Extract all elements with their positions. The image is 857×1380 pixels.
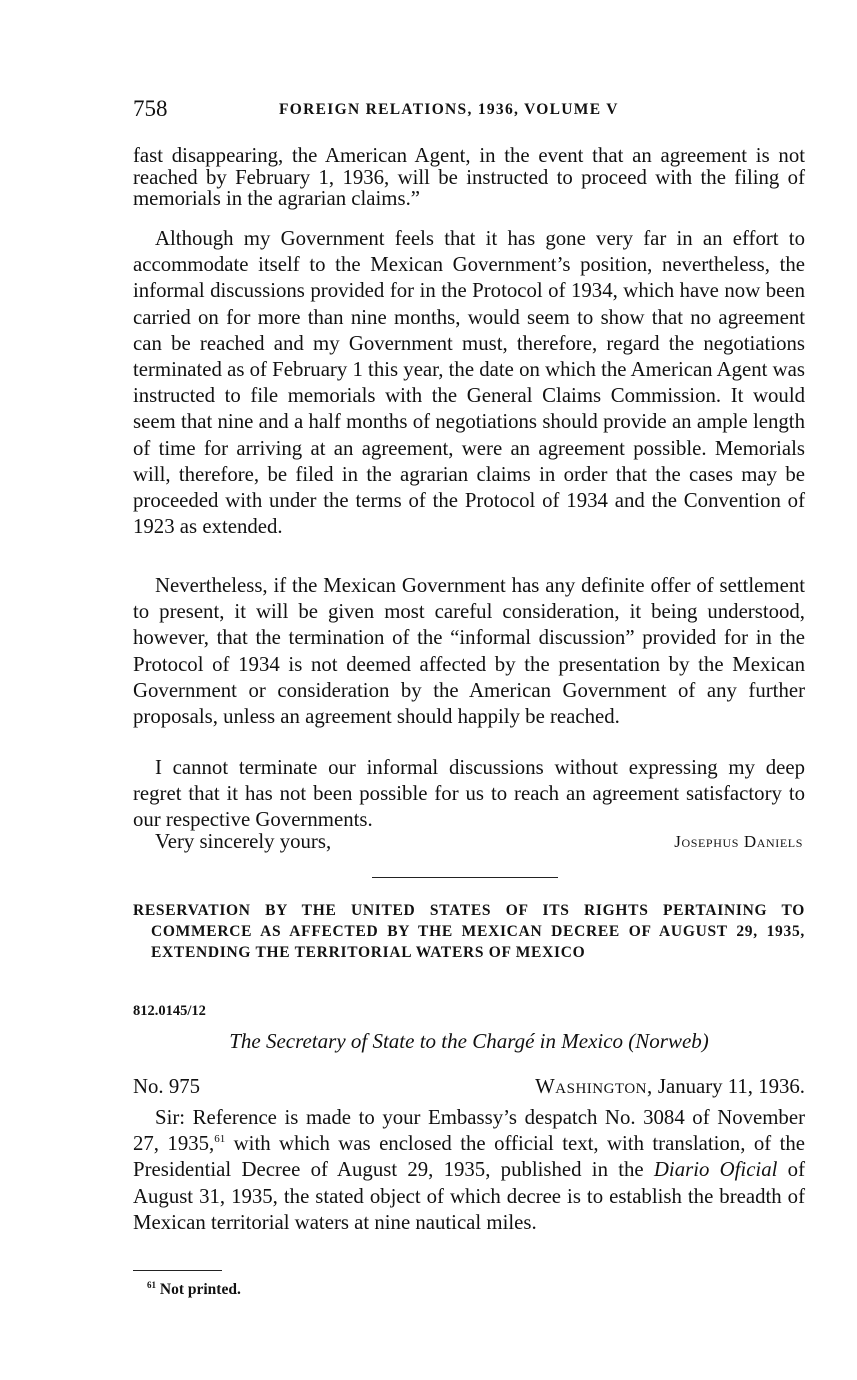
footnote-reference[interactable]: 61 xyxy=(214,1133,226,1146)
page-number: 758 xyxy=(133,96,168,121)
signature: Josephus Daniels xyxy=(674,832,803,851)
letter-paragraph-2: Nevertheless, if the Mexican Government has any definite offer of settlement to present, it will be given most careful consideration, it being understood, however, that the termination of the “informal discussion” provided for in the Protocol of 1934 is not deemed affected by the presentation by the Mexican Government or consideration by the American Government of any further proposals, unless an agreement should happily be reached. xyxy=(133,574,805,729)
file-number: 812.0145/12 xyxy=(133,1003,206,1019)
despatch-text-1: Sir: Reference is made to your Embassy’s despatch No. 3084 of November 27, 1935, xyxy=(133,1106,805,1156)
quote-continuation: fast disappearing, the American Agent, in the event that an agreement is not reached by February 1, 1936, will be instructed to proceed with the filing of memorials in the agrarian claims.” xyxy=(133,144,805,210)
section-heading: RESERVATION BY THE UNITED STATES OF ITS RIGHTS PERTAINING TO COMMERCE AS AFFECTED BY THE MEXICAN DECREE OF AUGUST 29, 1935, EXTENDING THE TERRITORIAL WATERS OF MEXICO xyxy=(133,902,805,962)
footnote xyxy=(147,1281,241,1299)
footnote-marker: 61 xyxy=(147,1279,156,1290)
dateline-date: January 11, 1936. xyxy=(657,1075,805,1098)
letter-paragraph-3: I cannot terminate our informal discussions without expressing my deep regret that it has not been possible for us to reach an agreement satisfactory to our respective Governments. xyxy=(133,756,805,832)
footnote-divider xyxy=(133,1270,222,1271)
document-number: No. 975 xyxy=(133,1075,201,1098)
document-title: The Secretary of State to the Chargé in Mexico (Norweb) xyxy=(229,1029,709,1053)
section-divider xyxy=(372,877,558,878)
dateline-row xyxy=(133,1075,805,1103)
publication-name: Diario Oficial xyxy=(653,1158,778,1182)
complimentary-close: Very sincerely yours, xyxy=(155,830,332,853)
letter-closing-line xyxy=(155,830,805,856)
despatch-paragraph xyxy=(133,1105,805,1236)
despatch-text-2: with which was enclosed the official text, with translation, of the Presidential Decree of August 29, 1935, published in the xyxy=(133,1132,805,1182)
running-title: FOREIGN RELATIONS, 1936, VOLUME V xyxy=(279,101,619,118)
footnote-text: Not printed. xyxy=(159,1281,241,1298)
dateline xyxy=(535,1075,805,1099)
despatch-text-3: of August 31, 1935, the stated object of which decree is to establish the breadth of Mexican territorial waters at nine nautical miles. xyxy=(133,1158,805,1234)
page-header xyxy=(133,96,805,128)
letter-paragraph-1: Although my Government feels that it has gone very far in an effort to accommodate itself to the Mexican Government’s position, nevertheless, the informal discussions provided for in the Protocol of 1934, which have now been carried on for more than nine months, would seem to show that no agreement can be reached and my Government must, therefore, regard the negotiations terminated as of February 1 this year, the date on which the American Agent was instructed to file memorials with the General Claims Commission. It would seem that nine and a half months of negotiations should provide an ample length of time for arriving at an agreement, were an agreement possible. Memorials will, therefore, be filed in the agrarian claims in order that the cases may be proceeded with under the terms of the Protocol of 1934 and the Convention of 1923 as extended. xyxy=(133,227,805,539)
dateline-place: Washington, xyxy=(535,1075,653,1098)
